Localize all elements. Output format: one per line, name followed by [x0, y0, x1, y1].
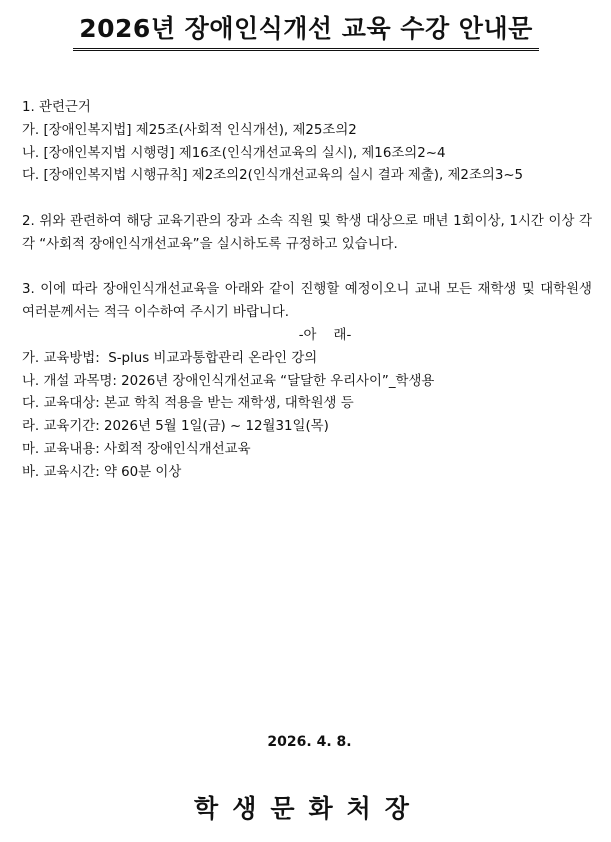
legal-basis-item: 다. [장애인복지법 시행규칙] 제2조의2(인식개선교육의 실시 결과 제출), 제2조의3~5 [22, 168, 524, 184]
section-3-paragraph: 3. 이에 따라 장애인식개선교육을 아래와 같이 진행할 예정이오니 교내 모든 재학생 및 대학원생 여러분께서는 적극 이수하여 주시기 바랍니다. [22, 282, 592, 321]
detail-item: 다. 교육대상: 본교 학칙 적용을 받는 재학생, 대학원생 등 [22, 396, 354, 412]
document-body [22, 97, 592, 485]
document-title: 2026년 장애인식개선 교육 수강 안내문 [73, 14, 539, 51]
detail-item: 마. 교육내용: 사회적 장애인식개선교육 [22, 441, 251, 457]
issuer-signature: 학생문화처장 [194, 794, 423, 823]
issue-date: 2026. 4. 8. [267, 734, 352, 750]
document-header [30, 14, 582, 51]
detail-item: 가. 교육방법: S-plus 비교과통합관리 온라인 강의 [22, 350, 318, 366]
detail-item: 나. 개설 과목명: 2026년 장애인식개선교육 “달달한 우리사이”_학생용 [22, 373, 435, 389]
notice-mark: -아 래- [298, 327, 352, 343]
detail-item: 라. 교육기간: 2026년 5월 1일(금) ~ 12월31일(목) [22, 419, 329, 435]
legal-basis-item: 나. [장애인복지법 시행령] 제16조(인식개선교육의 실시), 제16조의2~4 [22, 145, 446, 161]
detail-item: 바. 교육시간: 약 60분 이상 [22, 464, 182, 480]
section-2-paragraph: 2. 위와 관련하여 해당 교육기관의 장과 소속 직원 및 학생 대상으로 매년 1회이상, 1시간 이상 각각 “사회적 장애인식개선교육”을 실시하도록 규정하고 있습니다. [22, 213, 592, 252]
section-1-heading: 1. 관련근거 [22, 100, 91, 115]
legal-basis-item: 가. [장애인복지법] 제25조(사회적 인식개선), 제25조의2 [22, 122, 357, 138]
